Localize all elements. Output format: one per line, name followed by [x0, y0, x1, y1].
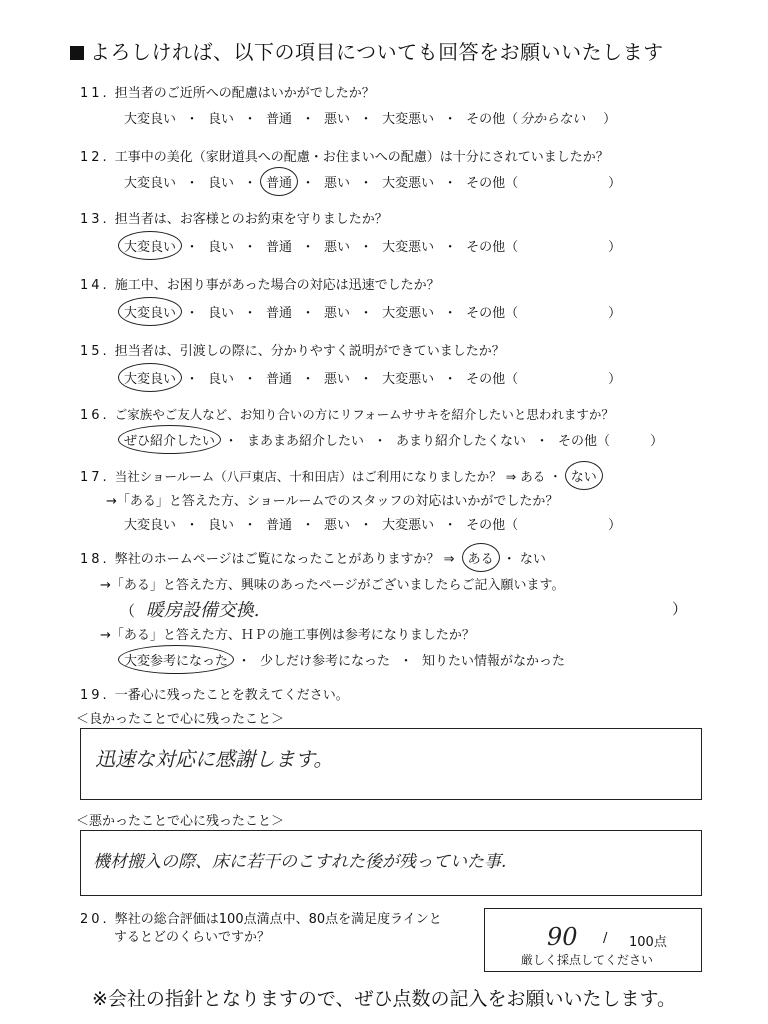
option-good[interactable]: 良い [208, 176, 235, 191]
option-bad[interactable]: 悪い [324, 518, 351, 533]
option-good[interactable]: 良い [208, 306, 235, 321]
question-text-line2: するとどのくらいですか？ [114, 930, 271, 945]
option-very-good-selected[interactable] [124, 236, 176, 255]
selection-circle [462, 543, 500, 572]
option-not-helpful[interactable]: 知りたい情報がなかった [422, 654, 566, 669]
q18-answer-line [120, 596, 260, 622]
question-number: 18. [80, 552, 110, 567]
close-paren: ） [608, 518, 622, 533]
question-20 [80, 908, 442, 927]
question-text: ご家族やご友人など、お知り合いの方にリフォームササキを紹介したいと思われますか？ [114, 407, 614, 422]
option-label: 大変良い [124, 240, 177, 255]
option-definitely-selected[interactable] [124, 430, 215, 449]
q15-scale: 大変良い ・ 良い ・ 普通 ・ 悪い ・ 大変悪い ・ その他（ ） [124, 368, 621, 387]
selection-circle [118, 363, 182, 392]
question-text: 担当者は、引渡しの際に、分かりやすく説明ができていましたか？ [114, 344, 505, 359]
option-yes-selected[interactable] [468, 548, 494, 567]
close-paren: ） [608, 176, 622, 191]
q17-sub-question: →「ある」と答えた方、ショールームでのスタッフの対応はいかがでしたか？ [106, 494, 559, 509]
option-other[interactable]: その他（ [466, 176, 519, 191]
question-15 [80, 340, 505, 359]
question-12 [80, 146, 609, 165]
question-17 [80, 466, 597, 485]
bad-answer-box[interactable] [80, 830, 702, 896]
option-label: 普通 [266, 176, 293, 191]
option-label: ある [467, 552, 494, 567]
option-other[interactable]: その他（ [558, 434, 611, 449]
question-text: 施工中、お困り事があった場合の対応は迅速でしたか？ [114, 278, 440, 293]
score-max: 100点 [629, 935, 667, 950]
score-box[interactable] [484, 908, 702, 972]
close-paren: ） [650, 434, 664, 449]
square-bullet-icon [70, 46, 84, 60]
option-bad[interactable]: 悪い [324, 112, 351, 127]
option-very-bad[interactable]: 大変悪い [382, 518, 435, 533]
selection-circle [260, 167, 298, 196]
selection-circle [565, 461, 603, 490]
option-bad[interactable]: 悪い [324, 240, 351, 255]
option-bad[interactable]: 悪い [324, 372, 351, 387]
question-number: 19. [80, 688, 110, 703]
option-other[interactable]: その他（ [466, 112, 519, 127]
option-other[interactable]: その他（ [466, 240, 519, 255]
question-14 [80, 274, 440, 293]
score-slash: / [603, 931, 608, 946]
option-good[interactable]: 良い [208, 372, 235, 387]
option-normal[interactable]: 普通 [266, 240, 293, 255]
option-good[interactable]: 良い [208, 240, 235, 255]
selection-circle [118, 645, 234, 674]
option-label: 大変参考になった [124, 654, 229, 669]
close-paren: ） [608, 306, 622, 321]
handwritten-answer: 暖房設備交換. [145, 600, 260, 621]
q11-scale: 大変良い ・ 良い ・ 普通 ・ 悪い ・ 大変悪い ・ その他（ 分からない ） [124, 108, 616, 127]
handwritten-good-answer: 迅速な対応に感謝します。 [95, 747, 334, 771]
handwritten-score: 90 [547, 923, 578, 951]
q12-scale: 大変良い ・ 良い ・ 普通 ・ 悪い ・ 大変悪い ・ その他（ ） [124, 172, 621, 191]
other-note: 分からない [520, 112, 586, 127]
question-text: 弊社のホームページはご覧になったことがありますか？ ⇒ [114, 552, 455, 567]
question-18 [80, 548, 546, 567]
question-text: 担当者のご近所への配慮はいかがでしたか？ [114, 86, 375, 101]
open-paren: （ [120, 602, 136, 620]
footer-note: ※会社の指針となりますので、ぜひ点数の記入をお願いいたします。 [92, 988, 677, 1010]
question-number: 15. [80, 344, 110, 359]
option-slightly-helpful[interactable]: 少しだけ参考になった [260, 654, 391, 669]
option-label: 大変良い [124, 306, 177, 321]
option-normal[interactable]: 普通 [266, 306, 293, 321]
option-very-good[interactable]: 大変良い [124, 176, 177, 191]
option-bad[interactable]: 悪い [324, 306, 351, 321]
option-normal[interactable]: 普通 [266, 112, 293, 127]
good-answer-box[interactable] [80, 728, 702, 800]
question-16 [80, 404, 614, 423]
selection-circle [118, 231, 182, 260]
option-other[interactable]: その他（ [466, 372, 519, 387]
question-number: 13. [80, 212, 110, 227]
option-label: ぜひ紹介したい [124, 434, 216, 449]
question-text: 当社ショールーム（八戸東店、十和田店）はご利用になりましたか？ ⇒ ある ・ [114, 469, 562, 484]
selection-circle [118, 297, 182, 326]
q18-sub-question-1: →「ある」と答えた方、興味のあったページがございましたらご記入願います。 [100, 578, 565, 593]
question-number: 14. [80, 278, 110, 293]
question-number: 11. [80, 86, 110, 101]
option-very-bad[interactable]: 大変悪い [382, 176, 435, 191]
option-very-bad[interactable]: 大変悪い [382, 372, 435, 387]
question-text-line1: 弊社の総合評価は100点満点中、80点を満足度ラインと [114, 912, 442, 927]
option-very-good[interactable]: 大変良い [124, 518, 177, 533]
q14-scale: 大変良い ・ 良い ・ 普通 ・ 悪い ・ 大変悪い ・ その他（ ） [124, 302, 621, 321]
selection-circle [118, 425, 221, 454]
q17-scale: 大変良い ・ 良い ・ 普通 ・ 悪い ・ 大変悪い ・ その他（ ） [124, 514, 621, 533]
option-good[interactable]: 良い [208, 518, 235, 533]
option-not-much[interactable]: あまり紹介したくない [396, 434, 527, 449]
bad-label: ＜悪かったことで心に残ったこと＞ [76, 814, 285, 829]
handwritten-bad-answer: 機材搬入の際、床に若干のこすれた後が残っていた事. [93, 852, 507, 872]
question-text: 担当者は、お客様とのお約束を守りましたか？ [114, 212, 388, 227]
question-number: 20. [80, 912, 110, 927]
page-header [70, 36, 664, 65]
question-19 [80, 684, 349, 703]
close-paren: ） [608, 372, 622, 387]
q13-scale: 大変良い ・ 良い ・ 普通 ・ 悪い ・ 大変悪い ・ その他（ ） [124, 236, 621, 255]
question-number: 16. [80, 408, 110, 423]
score-note: 厳しく採点してください [521, 953, 654, 967]
option-no[interactable]: ・ ない [502, 552, 546, 567]
option-no-selected[interactable] [571, 466, 597, 485]
header-text: よろしければ、以下の項目についても回答をお願いいたします [90, 40, 664, 64]
question-text: 一番心に残ったことを教えてください。 [114, 688, 349, 703]
q18-options: 大変参考になった ・ 少しだけ参考になった ・ 知りたい情報がなかった [124, 650, 565, 669]
option-normal[interactable]: 普通 [266, 372, 293, 387]
close-paren: ） [603, 112, 617, 127]
close-paren: ） [672, 600, 688, 618]
good-label: ＜良かったことで心に残ったこと＞ [76, 712, 285, 727]
question-number: 17. [80, 470, 110, 485]
option-very-bad[interactable]: 大変悪い [382, 112, 435, 127]
option-label: ない [570, 470, 597, 485]
option-other[interactable]: その他（ [466, 518, 519, 533]
option-label: 大変良い [124, 372, 177, 387]
q16-options: ぜひ紹介したい ・ まあまあ紹介したい ・ あまり紹介したくない ・ その他（ ） [124, 430, 663, 449]
option-bad[interactable]: 悪い [324, 176, 351, 191]
close-paren: ） [608, 240, 622, 255]
option-normal-selected[interactable] [266, 172, 292, 191]
option-other[interactable]: その他（ [466, 306, 519, 321]
option-very-bad[interactable]: 大変悪い [382, 240, 435, 255]
question-11 [80, 82, 375, 101]
option-good[interactable]: 良い [208, 112, 235, 127]
option-very-good[interactable]: 大変良い [124, 112, 177, 127]
q18-sub-question-2: →「ある」と答えた方、ＨＰの施工事例は参考になりましたか？ [100, 628, 475, 643]
question-text: 工事中の美化（家財道具への配慮・お住まいへの配慮）は十分にされていましたか？ [114, 150, 609, 165]
option-very-helpful-selected[interactable] [124, 650, 228, 669]
question-13 [80, 208, 388, 227]
option-somewhat[interactable]: まあまあ紹介したい [247, 434, 365, 449]
question-number: 12. [80, 150, 110, 165]
option-very-bad[interactable]: 大変悪い [382, 306, 435, 321]
option-normal[interactable]: 普通 [266, 518, 293, 533]
option-very-good-selected[interactable] [124, 302, 176, 321]
option-very-good-selected[interactable] [124, 368, 176, 387]
